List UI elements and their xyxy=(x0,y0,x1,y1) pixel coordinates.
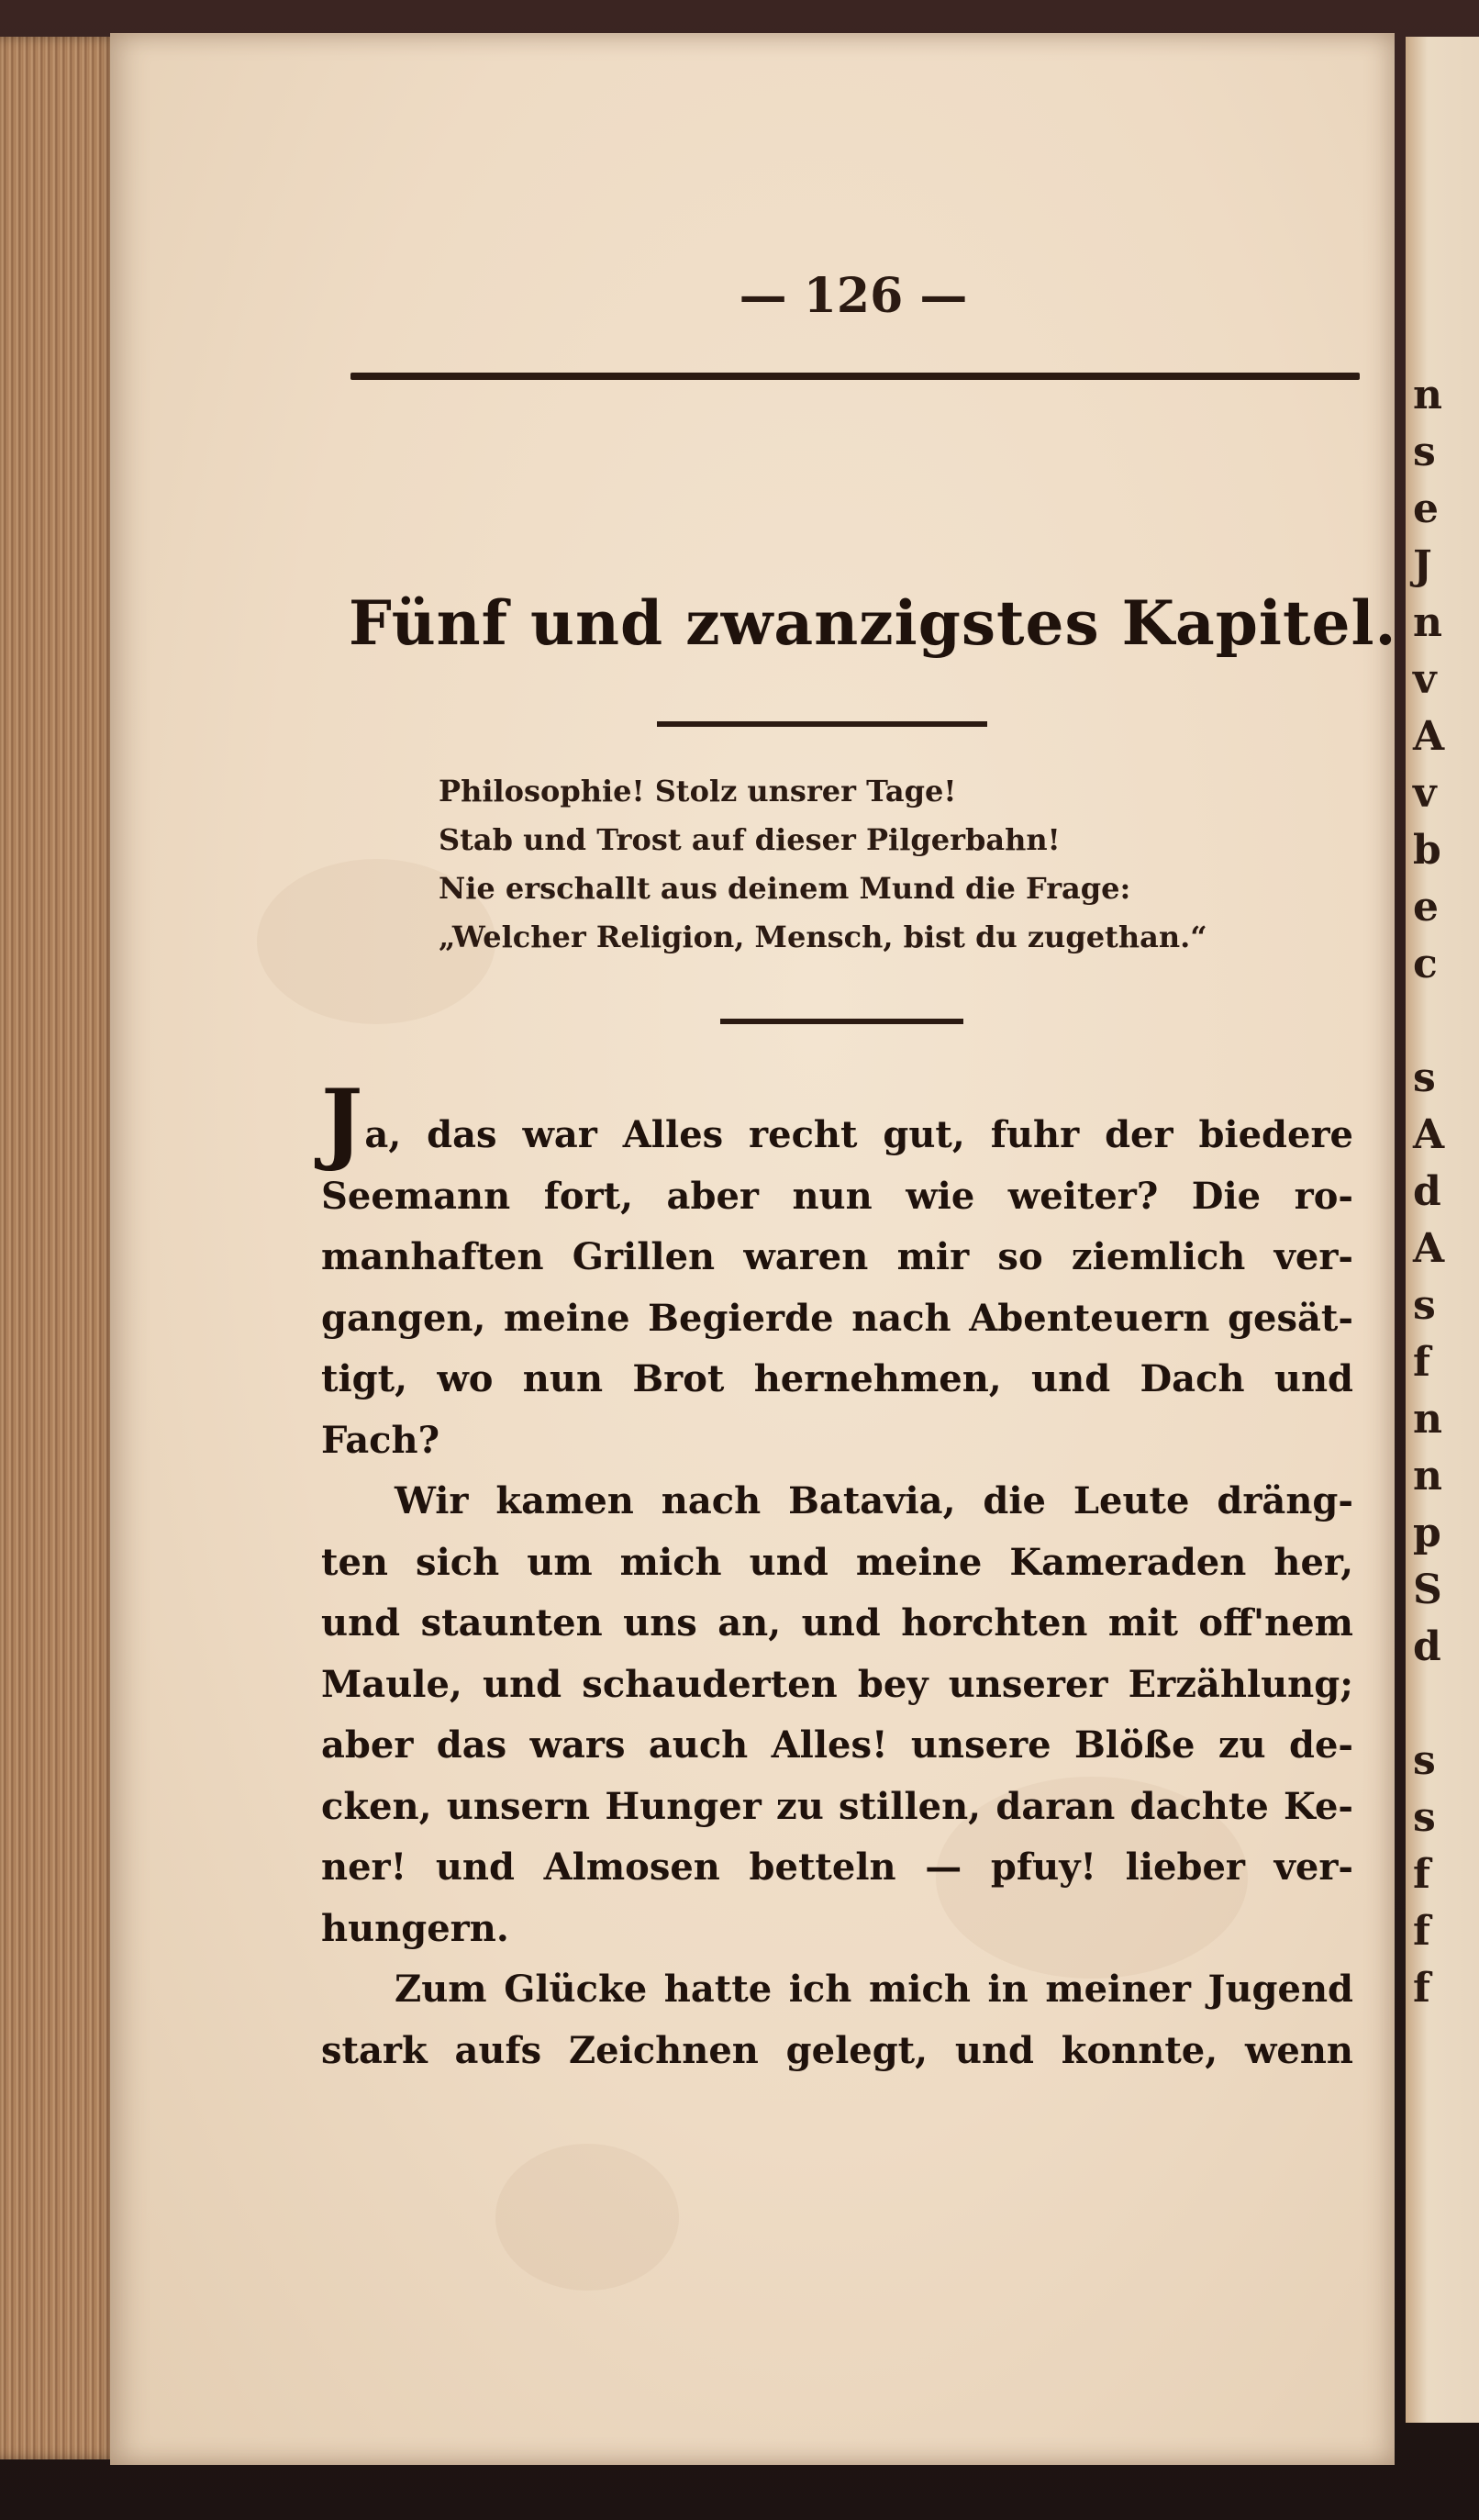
body-line: hungern. xyxy=(321,1906,509,1950)
facing-page-char: J xyxy=(1413,542,1432,589)
epigraph-rule xyxy=(720,1019,963,1024)
body-line: ner! und Almosen betteln — pfuy! lieber ver- xyxy=(321,1845,1353,1889)
page-number: — 126 — xyxy=(739,268,968,324)
body-line: Fach? xyxy=(321,1418,440,1462)
facing-page-char: e xyxy=(1413,485,1439,532)
facing-page-char: f xyxy=(1413,1851,1430,1898)
drop-cap: J xyxy=(321,1070,363,1174)
facing-page-char xyxy=(1413,993,1468,1050)
facing-page-char: p xyxy=(1413,1510,1441,1556)
epigraph-line: Philosophie! Stolz unsrer Tage! xyxy=(439,774,957,808)
facing-page-char: f xyxy=(1413,1965,1430,2012)
title-rule xyxy=(657,721,987,727)
facing-page-char: n xyxy=(1413,372,1442,418)
facing-page-char: f xyxy=(1413,1908,1430,1955)
facing-page-char: A xyxy=(1413,1225,1445,1272)
body-line: Zum Glücke hatte ich mich in meiner Jugend xyxy=(395,1968,1353,2011)
epigraph-line: Nie erschallt aus deinem Mund die Frage: xyxy=(439,871,1131,906)
facing-page-char: e xyxy=(1413,884,1439,931)
epigraph xyxy=(439,767,1319,962)
body-line: Seemann fort, aber nun wie weiter? Die ro- xyxy=(321,1174,1353,1218)
facing-page-char: A xyxy=(1413,1111,1445,1158)
body-line: Wir kamen nach Batavia, die Leute dräng- xyxy=(395,1479,1353,1522)
paper-stain xyxy=(495,2144,679,2291)
facing-page-text-fragments xyxy=(1413,367,1468,2017)
facing-page-char: n xyxy=(1413,1396,1442,1443)
facing-page-char: n xyxy=(1413,1453,1442,1500)
facing-page-char: v xyxy=(1413,656,1437,703)
facing-page-char: A xyxy=(1413,713,1445,760)
facing-page-char: b xyxy=(1413,827,1441,874)
facing-page-char: f xyxy=(1413,1339,1430,1386)
facing-page-char: c xyxy=(1413,941,1438,987)
body-line: gangen, meine Begierde nach Abenteuern gesät- xyxy=(321,1296,1353,1340)
facing-page-char: d xyxy=(1413,1168,1441,1215)
chapter-title: Fünf und zwanzigstes Kapitel. xyxy=(349,587,1397,659)
facing-page-char: s xyxy=(1413,1282,1436,1329)
book-page-edges xyxy=(0,37,119,2459)
body-line: stark aufs Zeichnen gelegt, und konnte, wenn xyxy=(321,2028,1353,2072)
facing-page-edge xyxy=(1406,37,1479,2423)
body-line: Maule, und schauderten bey unserer Erzählung; xyxy=(321,1662,1353,1706)
body-line: aber das wars auch Alles! unsere Blöße zu de- xyxy=(321,1723,1353,1767)
body-line: tigt, wo nun Brot hernehmen, und Dach und xyxy=(321,1357,1353,1400)
body-line: manhaften Grillen waren mir so ziemlich ver- xyxy=(321,1235,1353,1278)
epigraph-line: „Welcher Religion, Mensch, bist du zugethan.“ xyxy=(439,920,1207,954)
epigraph-line: Stab und Trost auf dieser Pilgerbahn! xyxy=(439,822,1061,857)
body-line: ten sich um mich und meine Kameraden her, xyxy=(321,1540,1353,1584)
facing-page-char: s xyxy=(1413,429,1436,475)
facing-page-char xyxy=(1413,1676,1468,1733)
body-text xyxy=(321,1070,1353,2081)
facing-page-char: s xyxy=(1413,1054,1436,1101)
body-line xyxy=(321,1070,1353,1174)
facing-page-char: n xyxy=(1413,599,1442,646)
facing-page-char: S xyxy=(1413,1567,1442,1613)
facing-page-char: s xyxy=(1413,1794,1436,1841)
facing-page-char: v xyxy=(1413,770,1437,817)
facing-page-char: s xyxy=(1413,1737,1436,1784)
header-rule xyxy=(350,373,1360,380)
body-line: und staunten uns an, und horchten mit off'nem xyxy=(321,1601,1353,1645)
first-line-text: a, das war Alles recht gut, fuhr der biedere xyxy=(364,1113,1353,1156)
facing-page-char: d xyxy=(1413,1623,1441,1670)
body-line: cken, unsern Hunger zu stillen, daran dachte Ke- xyxy=(321,1784,1353,1828)
